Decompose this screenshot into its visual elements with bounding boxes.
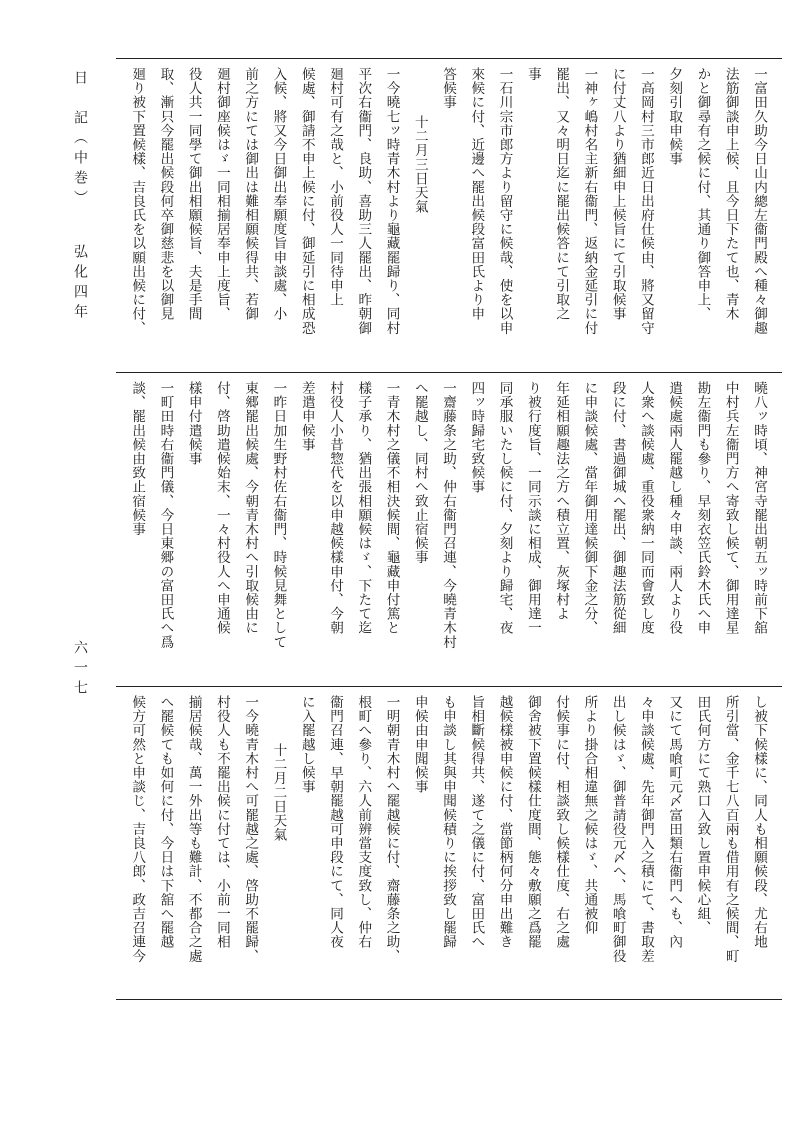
text-column: 一今曉青木村へ可罷越之處、啓助不罷歸、: [242, 695, 259, 963]
text-column: 一富田久助今日山内總左衞門殿へ種々御趣: [751, 67, 767, 335]
page-frame: [116, 50, 782, 1100]
text-column: も申談し其與申聞候積りに挨拶致し罷歸: [440, 695, 457, 949]
text-columns: [124, 381, 774, 682]
page-number: 六一七: [72, 640, 88, 700]
text-column: 一今曉七ッ時青木村より龜藏罷歸り、同村: [383, 67, 400, 335]
text-column: に付丈八より猶細申上候旨にて引取候事: [609, 67, 626, 321]
text-column: 十二月二日天氣: [270, 743, 287, 842]
text-column: 東郷罷出候處、今朝青木村へ引取候由に: [242, 381, 259, 635]
era-label: 弘化四年: [72, 244, 88, 324]
text-column: 事: [524, 67, 541, 82]
text-column: 一石川宗市郎方より留守に候哉、使を以申: [496, 67, 513, 335]
text-column: 答候事: [440, 67, 457, 110]
text-column: 同承服いたし候に付、夕刻より歸宅、夜: [496, 381, 513, 635]
text-column: 一昨日加生野村佐右衞門、時候見舞として: [270, 381, 287, 649]
text-column: 々申談候處、先年御門入之積にて、書取差: [637, 695, 654, 963]
text-column: 年延相願趣法之方へ積立置、灰塚村よ: [553, 381, 570, 621]
text-column: 四ッ時歸宅致候事: [468, 381, 485, 494]
text-column: 一齋藤条之助、仲右衞門召連、今曉青木村: [440, 381, 457, 649]
text-band-top: [116, 58, 782, 372]
text-column: へ罷越し、同村へ致止宿候事: [411, 381, 428, 565]
text-column: 前之方にては御出は難相願候得共、若御: [242, 67, 259, 321]
text-column: 役人共一同學て御出相願候旨、夫是手間: [185, 67, 202, 321]
text-column: 段に付、書過御城へ罷出、御趣法筋從細: [609, 381, 626, 635]
text-column: 平次右衞門、良助、喜助三人罷出、昨朝御: [355, 67, 372, 335]
text-band-bottom: [116, 686, 782, 1000]
text-column: 勘左衞門も參り、早刻衣笠氏鈴木氏へ申: [694, 381, 711, 635]
text-column: 廻村可有之哉と、小前役人一同待申上: [327, 67, 344, 307]
text-column: 旨相斷候得共、遂て之儀に付、富田氏へ: [468, 695, 485, 949]
text-column: へ罷候ても如何に付、今日は下舘へ罷越: [157, 695, 174, 949]
text-column: 付候事に付、相談致し候樣仕度、右之處: [553, 695, 570, 949]
text-column: 候方可然と申談じ、吉良八郎、政吉召連今: [129, 695, 146, 963]
text-column: 取、漸只今罷出候段何卒御慈悲を以御見: [157, 67, 174, 321]
text-column: 十二月三日天氣: [411, 115, 428, 214]
text-column: 候處、御請不申上候に付、御延引に相成恐: [298, 67, 315, 335]
text-column: 夕刻引取申候事: [666, 67, 683, 166]
text-column: 一町田時右衞門儀、今日東郷の富田氏へ爲: [157, 381, 174, 649]
text-column: 村役人小昔惣代を以申越候樣申付、今朝: [327, 381, 344, 635]
text-column: 人衆へ談候處、重役衆納一同而會致し度: [637, 381, 654, 635]
text-column: 罷出、又々明日迄に罷出候答にて引取之: [553, 67, 570, 321]
text-column: 一青木村之儀不相決候間、龜藏申付篤と: [383, 381, 400, 635]
text-column: り被行度旨、一同示談に相成、御用達一: [524, 381, 541, 635]
text-column: 衞門召連、早朝罷越可申段にて、同人夜: [327, 695, 344, 949]
text-column: 所引當、金千七八百兩も借用有之候間、町: [722, 695, 739, 963]
text-column: 法筋御談申上候、且今日下たて也、青木: [722, 67, 739, 321]
text-column: 入候、將又今日御出奉願度旨申談處、小: [270, 67, 287, 321]
text-column: 又にて馬喰町元〆富田類右衞門へも、內: [666, 695, 683, 949]
text-column: 廻り被下置候樣、吉良氏を以願出候に付、: [129, 67, 146, 335]
running-header: [70, 70, 90, 324]
text-column: 出し候はゞ、御普請役元〆へ、馬喰町御役: [609, 695, 626, 963]
text-column: 來候に付、近邊へ罷出候段富田氏より申: [468, 67, 485, 321]
book-title: 日 記（中巻）: [72, 70, 88, 210]
text-columns: [124, 695, 774, 995]
text-column: 根町へ參り、六人前辨當支度致し、仲右: [355, 695, 372, 949]
text-column: 所より掛合相違無之候はゞ、共通被仰: [581, 695, 598, 935]
text-column: 遣候處兩人罷越し種々申談、兩人より役: [666, 381, 683, 635]
text-column: 一高岡村三市郎近日出府仕候由、將又留守: [637, 67, 654, 335]
text-column: に申談候處、當年御用達候御下金之分、: [581, 381, 598, 635]
text-column: 一神ヶ嶋村名主新右衞門、返納金延引に付: [581, 67, 598, 335]
text-column: に入罷越し候事: [298, 695, 315, 794]
text-column: 樣申付遣候事: [185, 381, 202, 466]
text-column: し被下候樣に、同人も相願候段、尤右地: [751, 695, 767, 949]
text-column: 田氏何方にて熟口入致し置申候心組、: [694, 695, 711, 935]
text-column: 申候由申聞候事: [411, 695, 428, 794]
text-column: 廻村御座候はゞ一同相揃居奉申上度旨、: [213, 67, 230, 321]
text-columns: [124, 67, 774, 368]
text-column: 御舍被下置候樣仕度間、態々敷願之爲罷: [524, 695, 541, 949]
text-column: 越候樣被申候に付、當節柄何分申出難き: [496, 695, 513, 949]
text-column: 一明朝青木村へ罷越候に付、齋藤条之助、: [383, 695, 400, 963]
text-column: 揃居候哉、萬一外出等も難計、不都合之處: [185, 695, 202, 963]
text-column: 樣子承り、猶出張相願候はゞ、下たて迄: [355, 381, 372, 635]
text-column: 中村兵左衞門方へ寄致し候て、御用達星: [722, 381, 739, 635]
text-column: 村役人も不罷出候に付ては、小前一同相: [213, 695, 230, 949]
text-band-middle: [116, 372, 782, 686]
text-column: 談、罷出候由致止宿候事: [129, 381, 146, 537]
text-column: 差遣申候事: [298, 381, 315, 452]
text-column: かと御尋有之候に付、其通り御答申上、: [694, 67, 711, 321]
text-column: 曉八ッ時頃、神宮寺罷出朝五ッ時前下舘: [751, 381, 767, 635]
text-column: 付、啓助遣候始末、一々村役人へ申通候: [213, 381, 230, 635]
